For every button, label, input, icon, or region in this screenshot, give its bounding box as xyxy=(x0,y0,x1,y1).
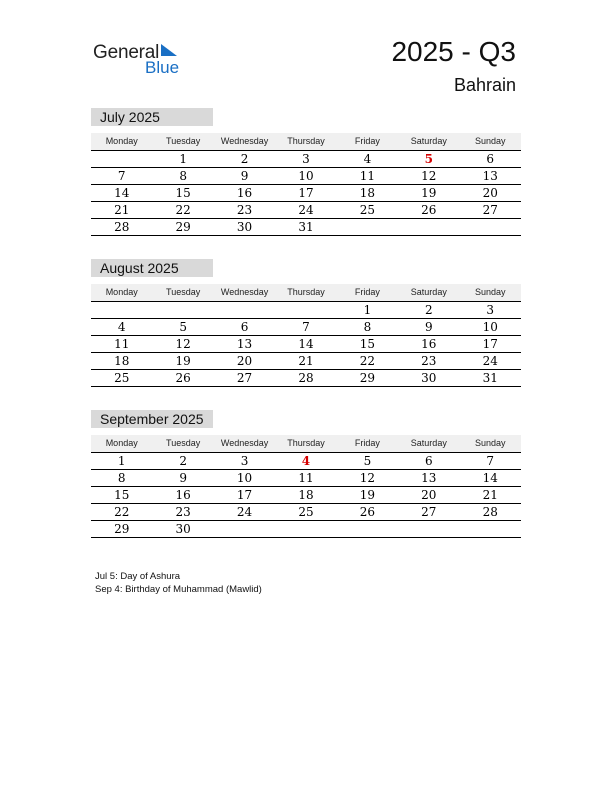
day-cell: 12 xyxy=(175,337,191,351)
day-cell: 5 xyxy=(363,454,372,468)
weekday-label: Friday xyxy=(354,438,380,448)
day-cell: 27 xyxy=(236,371,253,385)
day-cell xyxy=(337,521,398,537)
week-row xyxy=(91,487,521,504)
day-cell: 28 xyxy=(114,220,130,234)
week-row xyxy=(91,336,521,353)
day-cell: 25 xyxy=(114,371,130,385)
day-cell: 19 xyxy=(175,354,191,368)
day-cell: 6 xyxy=(240,320,249,334)
day-cell: 14 xyxy=(482,471,498,485)
logo-triangle-icon xyxy=(161,44,179,58)
month-september xyxy=(91,410,521,538)
day-cell: 1 xyxy=(117,454,126,468)
day-cell: 22 xyxy=(359,354,376,368)
weekday-label: Wednesday xyxy=(220,438,269,448)
weekday-header xyxy=(91,284,521,302)
week-row xyxy=(91,521,521,538)
weekday-label: Thursday xyxy=(287,438,325,448)
day-cell: 8 xyxy=(117,471,126,485)
month-august xyxy=(91,259,521,387)
day-cell: 16 xyxy=(421,337,437,351)
logo-general-text: General xyxy=(93,42,160,63)
day-cell: 22 xyxy=(114,505,130,519)
week-row xyxy=(91,504,521,521)
day-cell: 16 xyxy=(236,186,253,200)
day-cell: 17 xyxy=(482,337,498,351)
day-cell: 19 xyxy=(359,488,376,502)
day-cell xyxy=(152,302,213,318)
day-cell: 23 xyxy=(175,505,191,519)
week-row xyxy=(91,353,521,370)
day-cell: 16 xyxy=(175,488,191,502)
page-title: 2025 - Q3 xyxy=(391,36,516,67)
day-cell: 24 xyxy=(482,354,498,368)
day-cell: 21 xyxy=(298,354,314,368)
day-cell: 19 xyxy=(421,186,437,200)
day-cell: 23 xyxy=(236,203,253,217)
month-label: July 2025 xyxy=(91,108,213,126)
day-cell: 9 xyxy=(179,471,187,485)
day-cell: 15 xyxy=(359,337,376,351)
day-cell: 26 xyxy=(421,203,437,217)
day-cell: 10 xyxy=(482,320,498,334)
day-cell: 13 xyxy=(236,337,253,351)
day-cell: 17 xyxy=(298,186,314,200)
day-cell: 14 xyxy=(114,186,130,200)
day-cell: 28 xyxy=(298,371,314,385)
weekday-label: Tuesday xyxy=(166,136,201,146)
day-cell: 10 xyxy=(236,471,253,485)
day-cell: 9 xyxy=(240,169,249,183)
weekday-label: Thursday xyxy=(287,287,325,297)
weekday-label: Thursday xyxy=(287,136,325,146)
weekday-label: Wednesday xyxy=(220,136,269,146)
day-cell: 9 xyxy=(425,320,433,334)
day-cell: 18 xyxy=(114,354,130,368)
day-cell: 18 xyxy=(359,186,376,200)
weekday-label: Tuesday xyxy=(166,438,201,448)
weekday-label: Sunday xyxy=(474,287,506,297)
day-cell: 29 xyxy=(114,522,130,536)
logo xyxy=(93,40,203,80)
week-row xyxy=(91,219,521,236)
day-cell: 7 xyxy=(117,169,126,183)
day-cell xyxy=(460,521,521,537)
day-cell: 4 xyxy=(117,320,126,334)
weekday-label: Sunday xyxy=(474,438,506,448)
weekday-label: Sunday xyxy=(474,136,506,146)
day-cell: 15 xyxy=(114,488,130,502)
day-cell: 20 xyxy=(236,354,253,368)
day-cell: 27 xyxy=(482,203,498,217)
day-cell xyxy=(214,302,275,318)
day-cell: 11 xyxy=(359,169,376,183)
weeks-container xyxy=(91,151,521,236)
day-cell: 22 xyxy=(175,203,191,217)
day-cell xyxy=(337,219,398,235)
logo-blue-text: Blue xyxy=(145,58,180,77)
day-cell: 25 xyxy=(359,203,376,217)
day-cell: 11 xyxy=(114,337,130,351)
week-row xyxy=(91,168,521,185)
weekday-label: Friday xyxy=(354,136,380,146)
day-cell: 3 xyxy=(486,303,495,317)
day-cell: 2 xyxy=(240,152,249,166)
month-label: September 2025 xyxy=(91,410,213,428)
day-cell: 3 xyxy=(240,454,249,468)
weekday-label: Monday xyxy=(105,438,138,448)
weekday-header xyxy=(91,435,521,453)
day-cell: 2 xyxy=(425,303,433,317)
day-cell xyxy=(214,521,275,537)
day-cell: 30 xyxy=(175,522,191,536)
week-row xyxy=(91,319,521,336)
day-cell: 5 xyxy=(424,152,433,166)
holiday-note: Sep 4: Birthday of Muhammad (Mawlid) xyxy=(95,584,262,595)
day-cell: 29 xyxy=(175,220,191,234)
day-cell xyxy=(275,302,336,318)
day-cell: 3 xyxy=(302,152,310,166)
holiday-note: Jul 5: Day of Ashura xyxy=(95,571,181,582)
day-cell: 24 xyxy=(236,505,253,519)
month-label: August 2025 xyxy=(91,259,213,277)
day-cell: 25 xyxy=(298,505,314,519)
weekday-label: Tuesday xyxy=(166,287,201,297)
weekday-label: Friday xyxy=(354,287,380,297)
day-cell: 12 xyxy=(421,169,437,183)
day-cell: 6 xyxy=(486,152,495,166)
weekday-label: Saturday xyxy=(410,438,447,448)
weekday-label: Wednesday xyxy=(220,287,269,297)
day-cell: 13 xyxy=(421,471,437,485)
weeks-container xyxy=(91,453,521,538)
day-cell xyxy=(91,302,152,318)
day-cell: 21 xyxy=(482,488,498,502)
week-row xyxy=(91,151,521,168)
day-cell: 1 xyxy=(363,303,372,317)
day-cell xyxy=(460,219,521,235)
day-cell: 17 xyxy=(236,488,253,502)
day-cell xyxy=(275,521,336,537)
day-cell: 6 xyxy=(425,454,433,468)
day-cell: 31 xyxy=(482,371,498,385)
day-cell xyxy=(91,151,152,167)
week-row xyxy=(91,202,521,219)
weeks-container xyxy=(91,302,521,387)
day-cell: 4 xyxy=(301,454,311,468)
day-cell xyxy=(398,521,459,537)
month-july xyxy=(91,108,521,236)
day-cell: 7 xyxy=(486,454,495,468)
day-cell: 27 xyxy=(421,505,437,519)
weekday-label: Monday xyxy=(105,287,138,297)
day-cell: 28 xyxy=(482,505,498,519)
holiday-notes xyxy=(95,570,262,596)
week-row xyxy=(91,453,521,470)
day-cell: 1 xyxy=(179,152,187,166)
day-cell: 21 xyxy=(114,203,130,217)
day-cell: 5 xyxy=(179,320,187,334)
day-cell: 13 xyxy=(482,169,498,183)
week-row xyxy=(91,370,521,387)
day-cell: 2 xyxy=(179,454,187,468)
day-cell: 24 xyxy=(298,203,314,217)
week-row xyxy=(91,470,521,487)
day-cell: 29 xyxy=(359,371,376,385)
day-cell: 26 xyxy=(359,505,376,519)
day-cell: 30 xyxy=(236,220,253,234)
week-row xyxy=(91,302,521,319)
weekday-label: Monday xyxy=(105,136,138,146)
day-cell: 8 xyxy=(179,169,187,183)
day-cell xyxy=(398,219,459,235)
day-cell: 23 xyxy=(421,354,437,368)
day-cell: 26 xyxy=(175,371,191,385)
day-cell: 15 xyxy=(175,186,191,200)
day-cell: 20 xyxy=(421,488,437,502)
day-cell: 4 xyxy=(363,152,372,166)
week-row xyxy=(91,185,521,202)
day-cell: 31 xyxy=(298,220,314,234)
country-name: Bahrain xyxy=(453,75,516,95)
weekday-header xyxy=(91,133,521,151)
day-cell: 14 xyxy=(298,337,314,351)
day-cell: 18 xyxy=(298,488,314,502)
day-cell: 11 xyxy=(298,471,314,485)
day-cell: 8 xyxy=(363,320,372,334)
day-cell: 7 xyxy=(302,320,310,334)
weekday-label: Saturday xyxy=(410,287,447,297)
day-cell: 20 xyxy=(482,186,498,200)
day-cell: 30 xyxy=(421,371,437,385)
weekday-label: Saturday xyxy=(410,136,447,146)
day-cell: 12 xyxy=(359,471,376,485)
day-cell: 10 xyxy=(298,169,314,183)
